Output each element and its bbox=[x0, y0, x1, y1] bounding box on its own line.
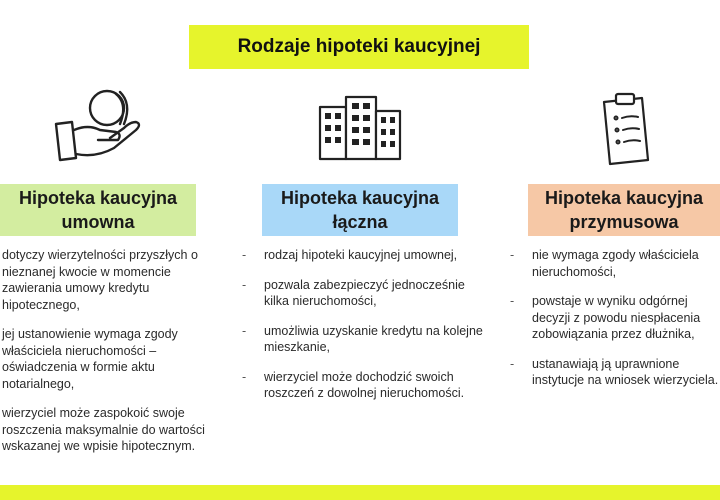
list-item: - umożliwia uzyskanie kredytu na kolejne mieszkanie, bbox=[240, 323, 490, 356]
page-title: Rodzaje hipoteki kaucyjnej bbox=[189, 25, 529, 69]
heading-line: Hipoteka kaucyjna bbox=[18, 188, 178, 208]
list-item: - nie wymaga zgody właściciela nieruchomości, bbox=[508, 247, 720, 280]
hand-coin-icon bbox=[50, 82, 146, 168]
buildings-icon bbox=[316, 93, 406, 163]
list-item: - dotyczy wierzytelności przyszłych o nieznanej kwocie w momencie zawierania umowy kredytu hipotecznego, bbox=[0, 247, 206, 313]
heading-line: przymusowa bbox=[569, 212, 679, 232]
list-item: - ustanawiają ją uprawnione instytucje na wniosek wierzyciela. bbox=[508, 356, 720, 389]
list-item: - rodzaj hipoteki kaucyjnej umownej, bbox=[240, 247, 490, 264]
list-item: - powstaje w wyniku odgórnej decyzji z powodu niespłacenia zobowiązania przez dłużnika, bbox=[508, 293, 720, 343]
heading-line: umowna bbox=[61, 212, 135, 232]
heading-line: Hipoteka kaucyjna bbox=[544, 188, 704, 208]
column-heading-przymusowa bbox=[528, 184, 720, 236]
clipboard-icon bbox=[598, 90, 654, 166]
list-item: - wierzyciel może dochodzić swoich roszczeń z dowolnej nieruchomości. bbox=[240, 369, 490, 402]
list-item: - wierzyciel może zaspokoić swoje roszczenia maksymalnie do wartości wskazanej we wpisie hipotecznym. bbox=[0, 405, 206, 455]
list-item: - jej ustanowienie wymaga zgody właściciela nieruchomości – oświadczenia w formie aktu notarialnego, bbox=[0, 326, 206, 392]
footer-band bbox=[0, 485, 720, 500]
column-heading-laczna bbox=[262, 184, 458, 236]
heading-line: Hipoteka kaucyjna bbox=[280, 188, 440, 208]
column-list-laczna bbox=[240, 247, 490, 415]
list-item: - pozwala zabezpieczyć jednocześnie kilka nieruchomości, bbox=[240, 277, 490, 310]
heading-line: łączna bbox=[332, 212, 388, 232]
column-list-przymusowa bbox=[508, 247, 720, 402]
column-heading-umowna bbox=[0, 184, 196, 236]
column-list-umowna bbox=[0, 247, 206, 468]
